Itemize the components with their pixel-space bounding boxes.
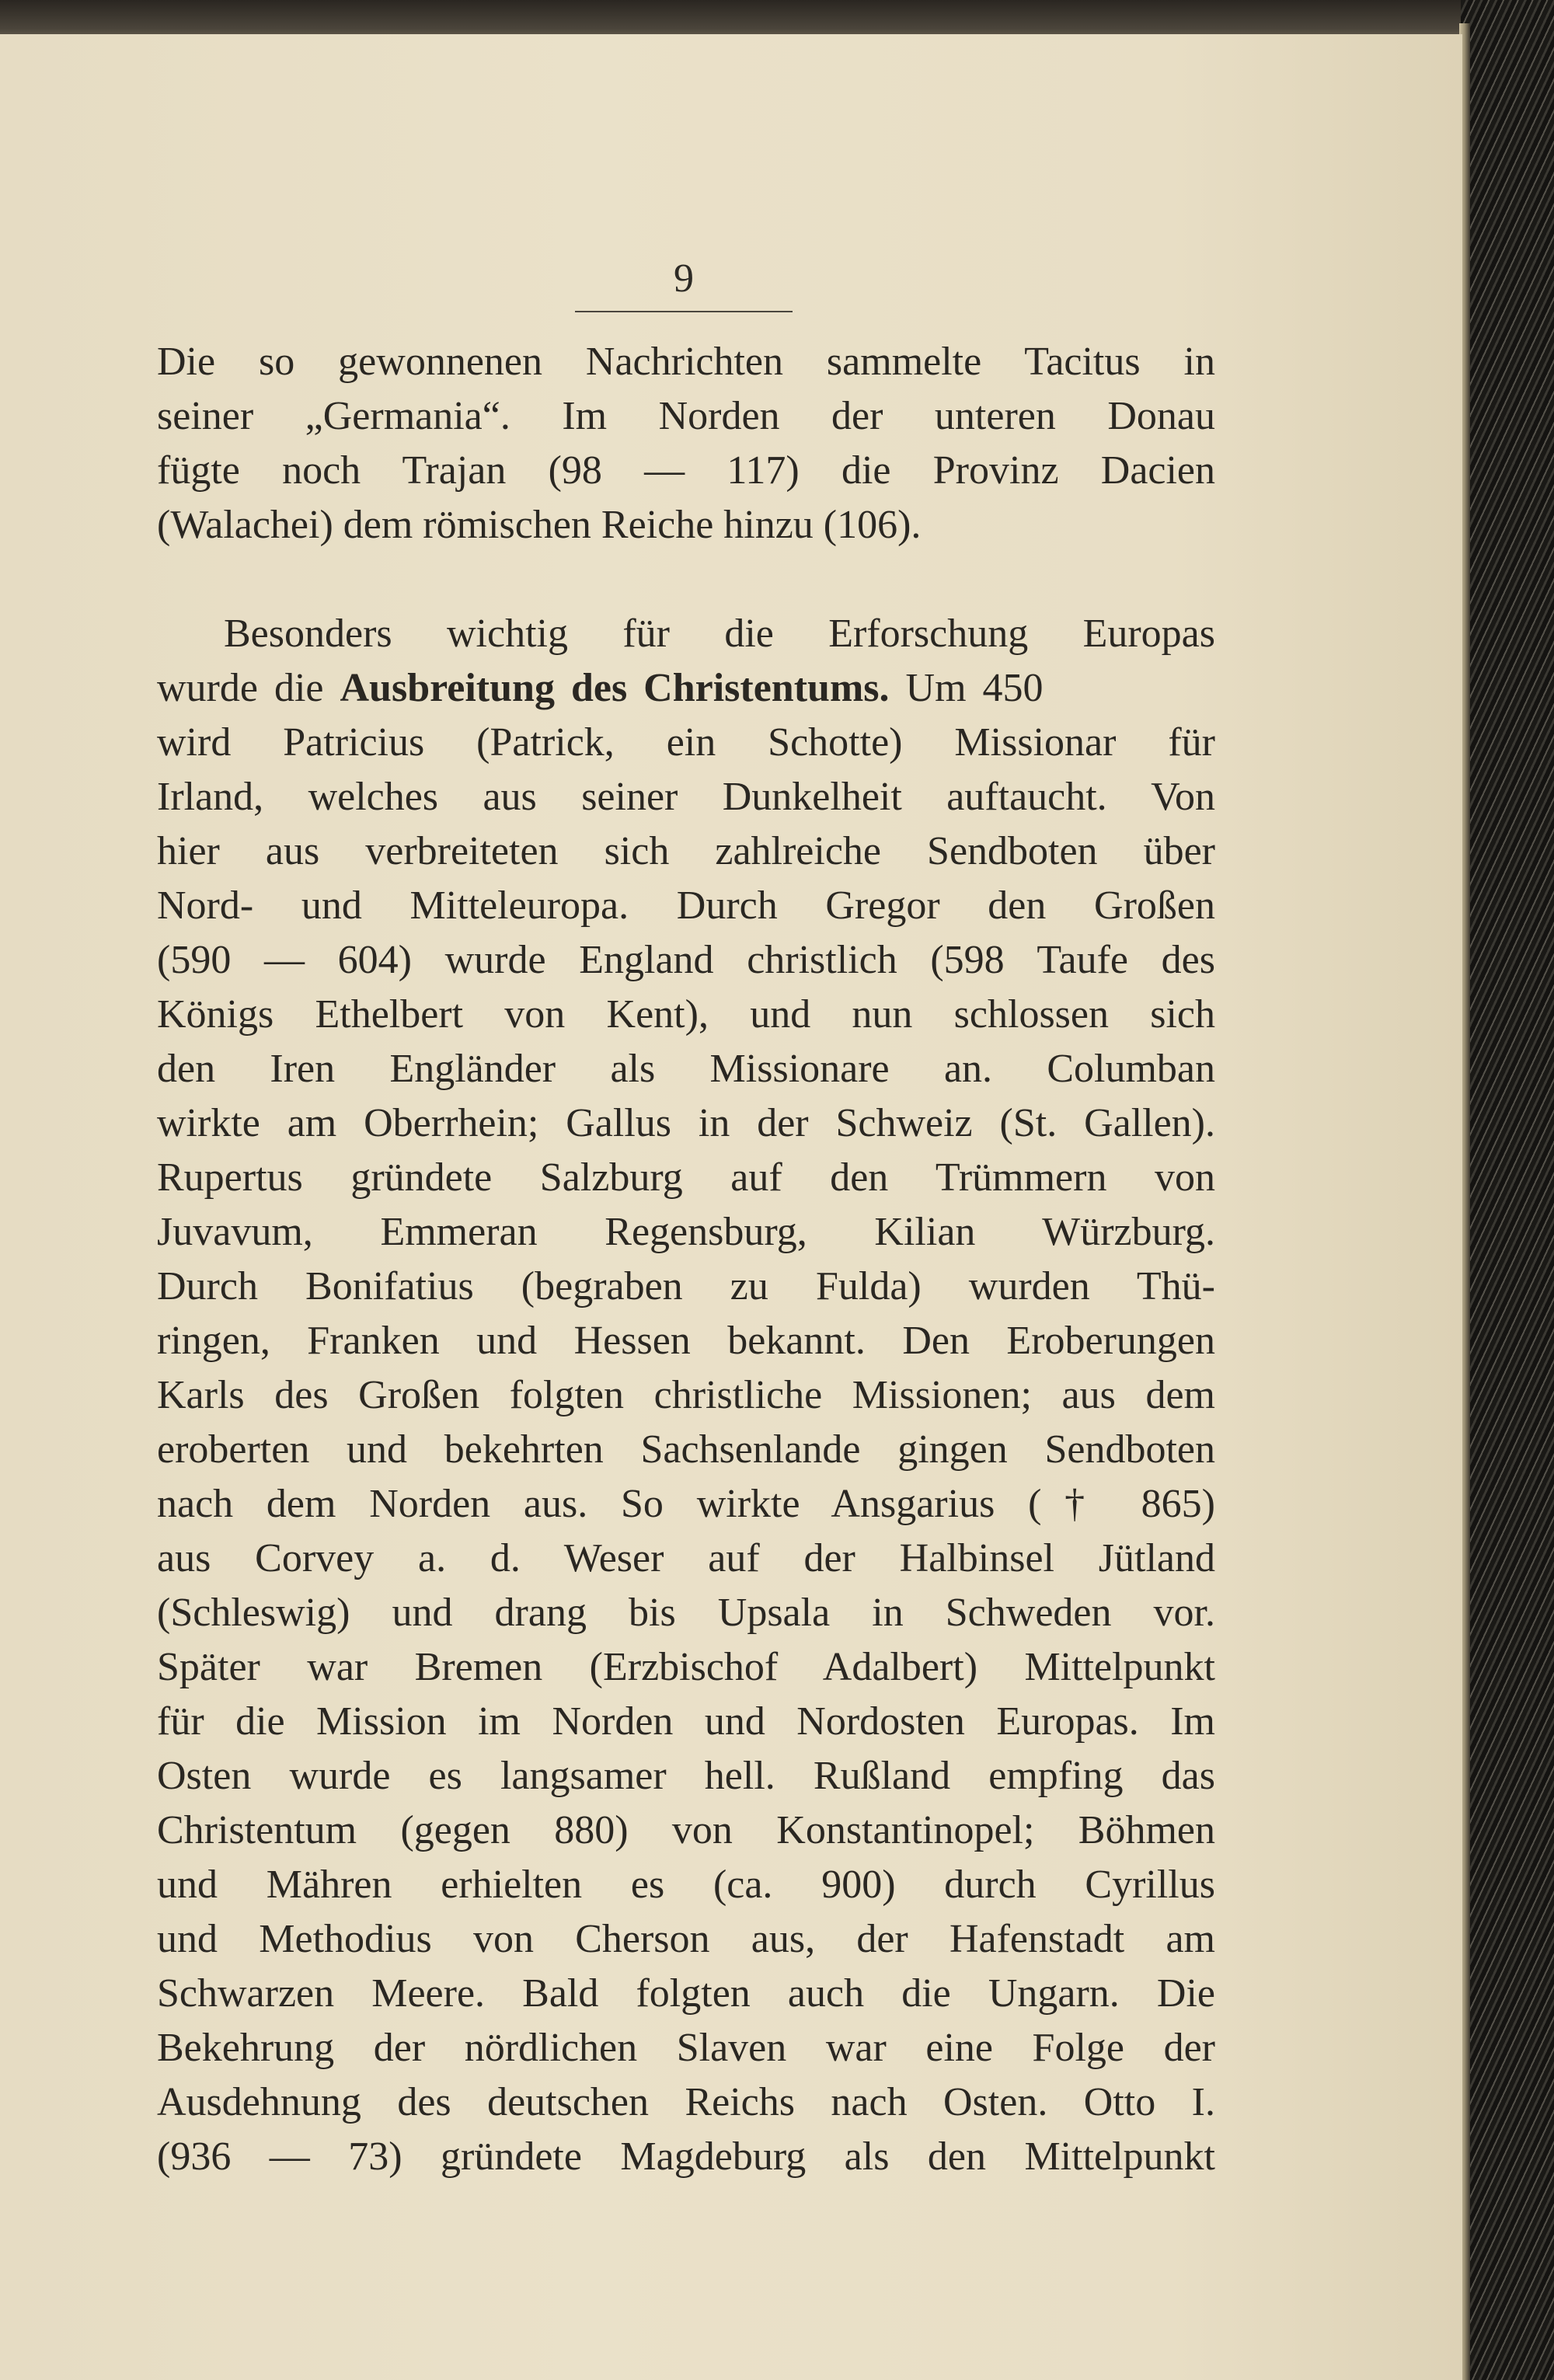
header-rule (575, 311, 793, 312)
text-line (157, 664, 1215, 713)
text-line: ringen, Franken und Hessen bekannt. Den Eroberungen (157, 1319, 1215, 1363)
text-segment: wurde die (157, 666, 340, 710)
text-line: Nord- und Mitteleuropa. Durch Gregor den Großen (157, 883, 1215, 928)
text-line: Osten wurde es langsamer hell. Rußland empfing das (157, 1754, 1215, 1798)
text-line: aus Corvey a. d. Weser auf der Halbinsel Jütland (157, 1536, 1215, 1580)
text-line: (936 — 73) gründete Magdeburg als den Mittelpunkt (157, 2134, 1215, 2179)
text-line: für die Mission im Norden und Nordosten Europas. Im (157, 1699, 1215, 1744)
text-line: hier aus verbreiteten sich zahlreiche Sendboten über (157, 829, 1215, 873)
text-line: Christentum (gegen 880) von Konstantinopel; Böhmen (157, 1808, 1215, 1852)
text-line: Durch Bonifatius (begraben zu Fulda) wurden Thü- (157, 1264, 1215, 1308)
text-line: Die so gewonnenen Nachrichten sammelte Tacitus in (157, 340, 1215, 384)
text-line: Rupertus gründete Salzburg auf den Trümmern von (157, 1155, 1215, 1200)
text-line: Juvavum, Emmeran Regensburg, Kilian Würzburg. (157, 1210, 1215, 1254)
text-line: und Mähren erhielten es (ca. 900) durch Cyrillus (157, 1863, 1215, 1907)
text-segment: Um 450 (889, 666, 1044, 710)
text-line: Bekehrung der nördlichen Slaven war eine Folge der (157, 2026, 1215, 2070)
text-line: seiner „Germania“. Im Norden der unteren Donau (157, 394, 1215, 438)
text-line: Königs Ethelbert von Kent), und nun schlossen sich (157, 992, 1215, 1037)
text-line: (Schleswig) und drang bis Upsala in Schweden vor. (157, 1591, 1215, 1635)
text-line: wirkte am Oberrhein; Gallus in der Schweiz (St. Gallen). (157, 1101, 1215, 1145)
page-sheet (0, 34, 1462, 2380)
text-line: (Walachei) dem römischen Reiche hinzu (106). (157, 503, 922, 547)
text-line: eroberten und bekehrten Sachsenlande gingen Sendboten (157, 1427, 1215, 1472)
text-line: Karls des Großen folgten christliche Missionen; aus dem (157, 1373, 1215, 1417)
text-line: Besonders wichtig für die Erforschung Europas (224, 612, 1215, 656)
text-line: wird Patricius (Patrick, ein Schotte) Missionar für (157, 720, 1215, 765)
text-line: nach dem Norden aus. So wirkte Ansgarius († 865) (157, 1482, 1215, 1526)
text-line: Irland, welches aus seiner Dunkelheit auftaucht. Von (157, 775, 1215, 819)
bold-phrase: Ausbreitung des Christentums. (340, 666, 890, 710)
text-line: den Iren Engländer als Missionare an. Columban (157, 1047, 1215, 1091)
book-binding (1461, 0, 1554, 2380)
page-number: 9 (674, 256, 694, 301)
text-line: Später war Bremen (Erzbischof Adalbert) Mittelpunkt (157, 1645, 1215, 1689)
text-line: und Methodius von Cherson aus, der Hafenstadt am (157, 1917, 1215, 1961)
text-line: (590 — 604) wurde England christlich (598 Taufe des (157, 938, 1215, 982)
text-line: Ausdehnung des deutschen Reichs nach Osten. Otto I. (157, 2080, 1215, 2124)
text-line: Schwarzen Meere. Bald folgten auch die Ungarn. Die (157, 1971, 1215, 2016)
text-line: fügte noch Trajan (98 — 117) die Provinz Dacien (157, 448, 1215, 493)
